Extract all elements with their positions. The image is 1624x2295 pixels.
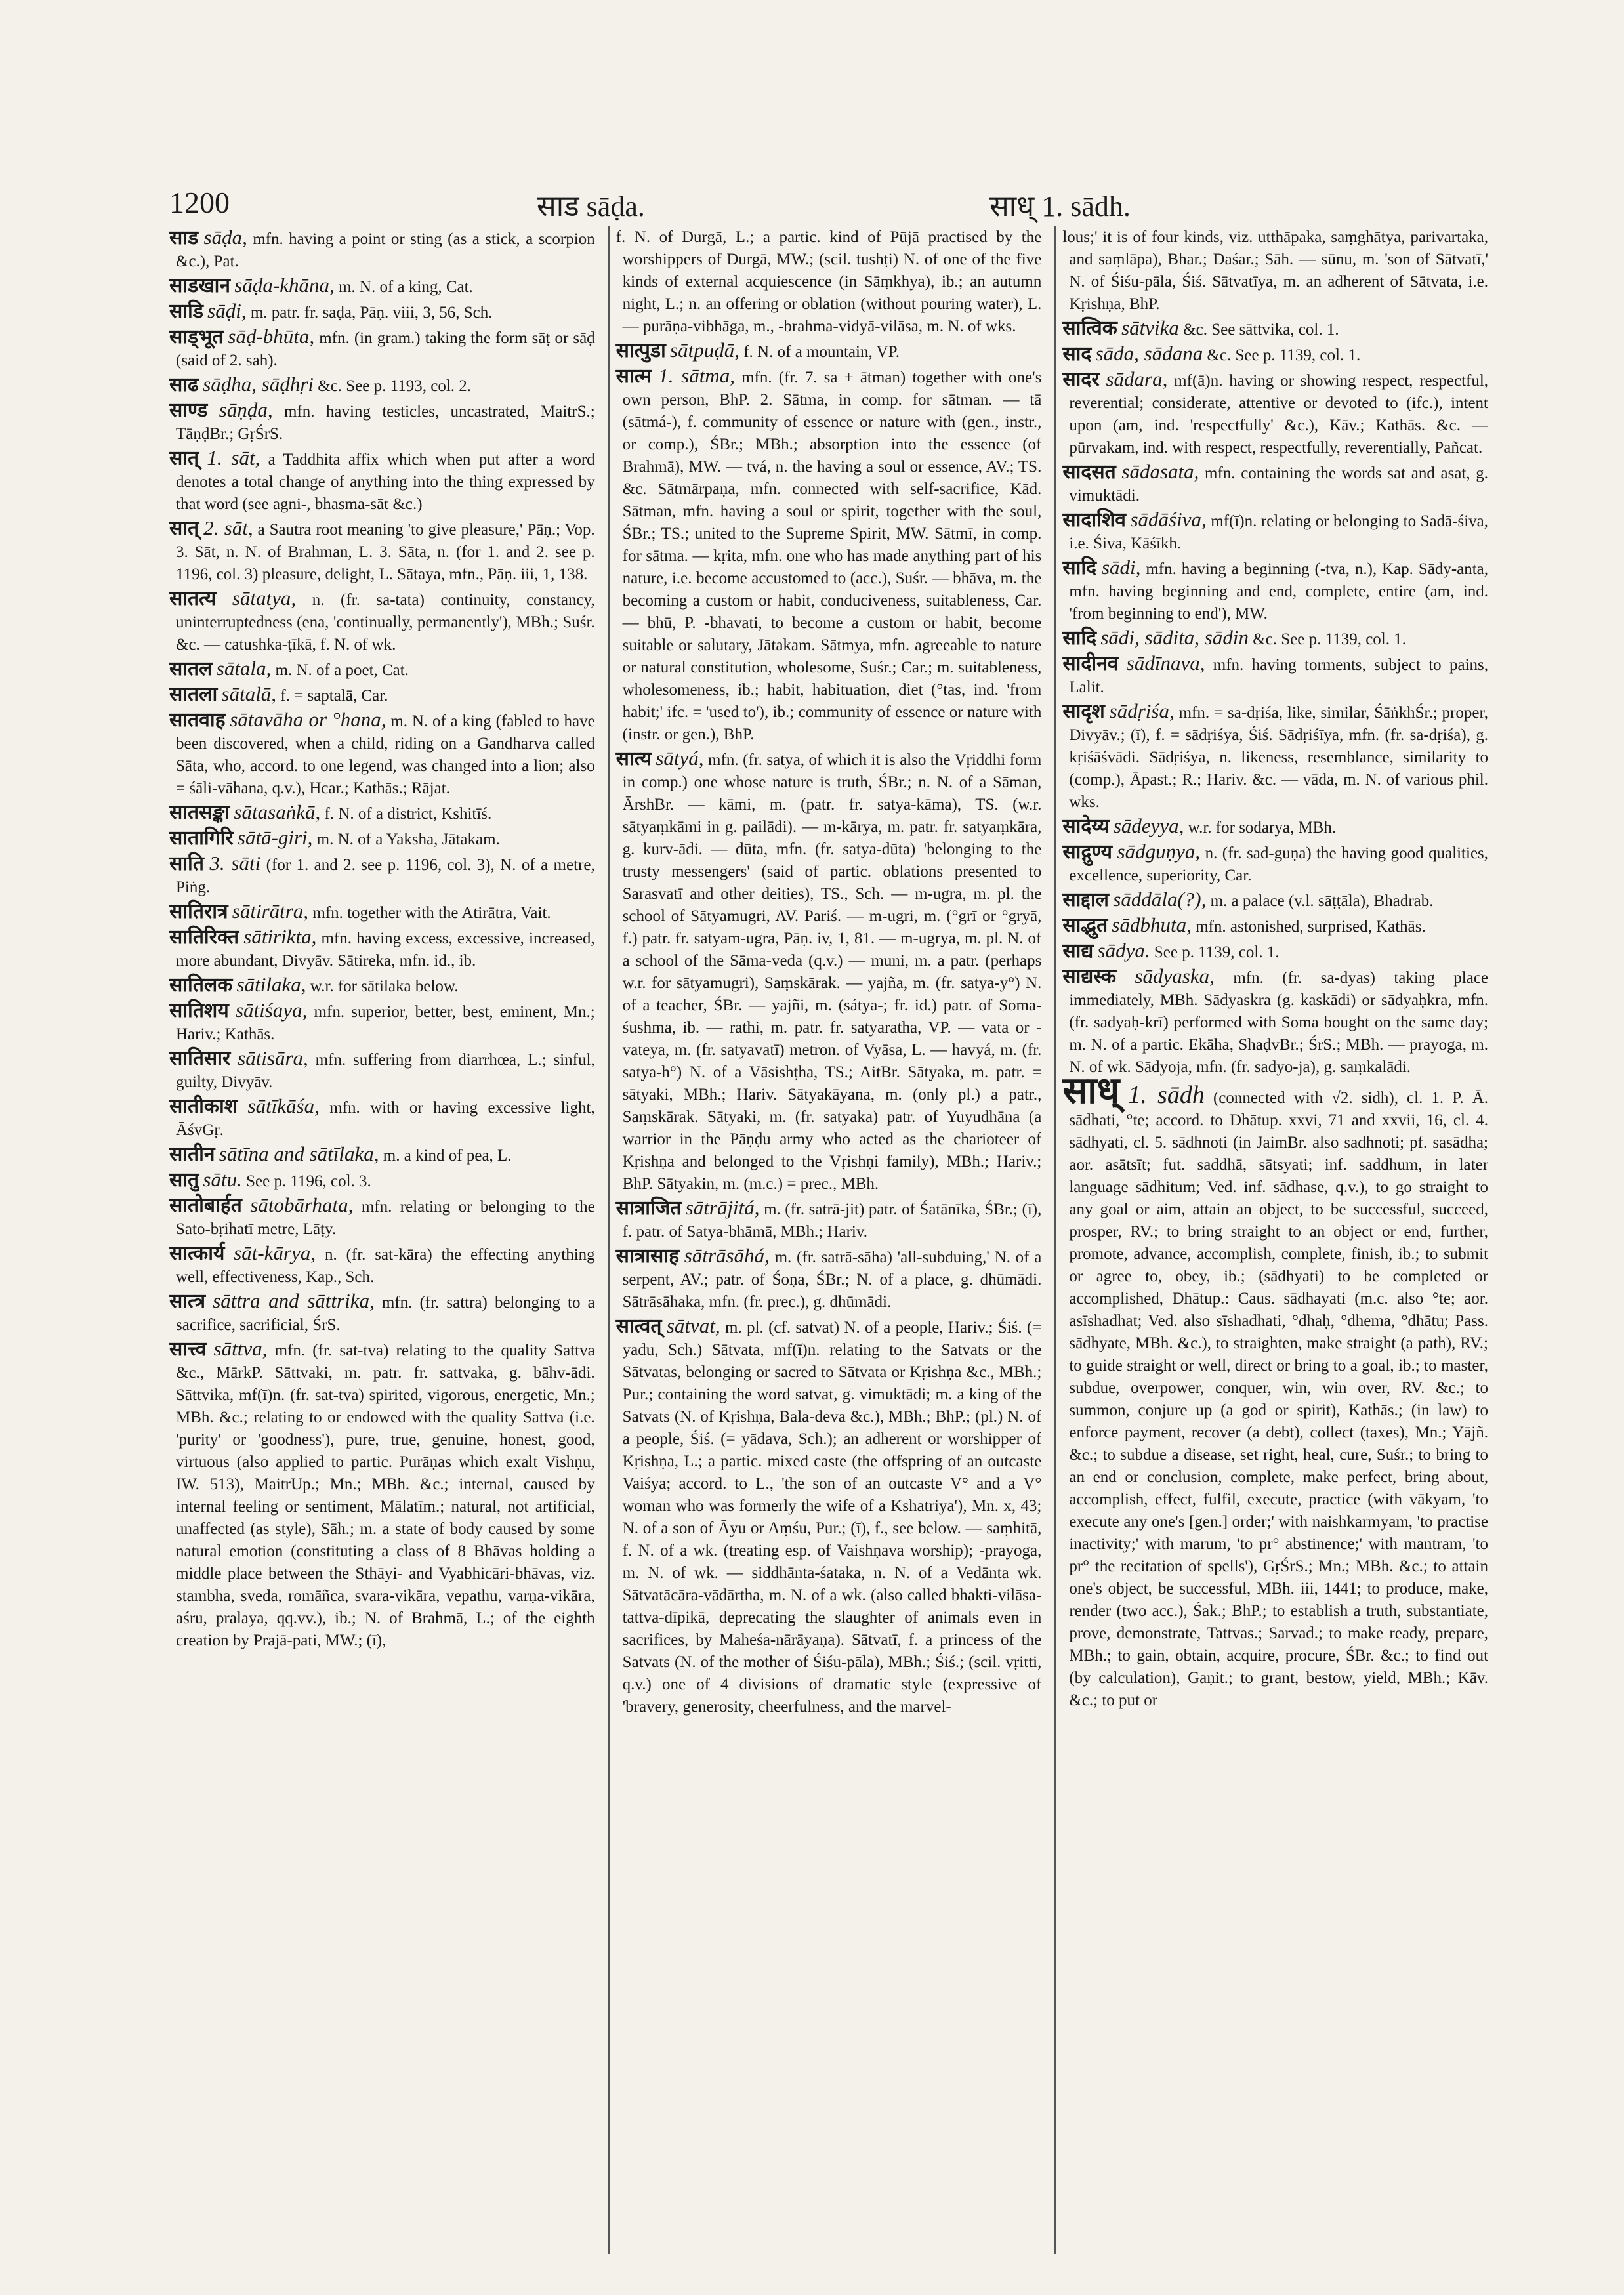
headword-devanagari: सातिरिक्त <box>169 926 239 948</box>
headword-devanagari: साड <box>169 227 199 249</box>
entry-definition: m. a palace (v.l. sāṭṭāla), Bhadrab. <box>1210 892 1434 910</box>
dictionary-entry <box>169 1290 595 1336</box>
entry-definition: m. N. of a poet, Cat. <box>275 661 409 679</box>
entry-definition: mfn. having a point or sting (as a stick, a scorpion &c.), Pat. <box>176 230 595 270</box>
dictionary-entry <box>1062 888 1488 913</box>
headword-devanagari: सातु <box>169 1169 199 1191</box>
headword-transliteration: sādīnava, <box>1126 651 1205 674</box>
entry-definition: &c. See p. 1193, col. 2. <box>318 377 472 395</box>
headword-transliteration: sātpuḍā, <box>670 339 739 362</box>
headword-devanagari: सादसत <box>1062 461 1116 483</box>
dictionary-entry <box>169 1168 595 1193</box>
entry-definition: a Taddhita affix which when put after a word denotes a total change of anything into the thing expressed by that word (see agni-, bhasma-sāt &c.) <box>176 451 595 513</box>
entry-definition: m. N. of a Yaksha, Jātakam. <box>316 831 500 848</box>
headword-transliteration: sādya. <box>1097 939 1150 962</box>
dictionary-entry <box>1062 226 1488 316</box>
headword-transliteration: sādeyya, <box>1113 814 1184 837</box>
headword-transliteration: sātvat, <box>666 1314 720 1337</box>
headword-transliteration: 1. sātma, <box>658 364 735 387</box>
headword-transliteration: sādasata, <box>1121 460 1199 483</box>
dictionary-entry <box>169 1242 595 1289</box>
dictionary-entry <box>1062 461 1488 507</box>
entry-definition: mfn. = sa-dṛiśa, like, similar, ŚāṅkhŚr.; proper, Divyāv.; (ī), f. = sādṛiśya, Śiś. Sādṛiśīya, mfn. (fr. sa-dṛiśa), g. kṛiśāśvādi. Sādṛiśya, n. likeness, resemblance, similarity to (comp.), Āpast.; R.; Hariv. &c. — vāda, m. N. of various phil. wks. <box>1069 704 1489 811</box>
headword-transliteration: sādara, <box>1106 367 1168 390</box>
headword-transliteration: sātvika <box>1121 316 1179 339</box>
entry-definition: w.r. for sodarya, MBh. <box>1188 819 1337 837</box>
entry-definition: mfn. with or having excessive light, ĀśvGṛ. <box>176 1099 595 1139</box>
headword-devanagari: सादेय्य <box>1062 816 1110 837</box>
headword-devanagari: सादि <box>1062 627 1097 649</box>
headword-devanagari: सातत्य <box>169 588 217 610</box>
dictionary-entry <box>169 657 595 682</box>
headword-transliteration: sāddāla(?), <box>1113 888 1207 911</box>
headword-transliteration: 3. sāti <box>209 852 261 875</box>
column-3 <box>1054 226 1488 2254</box>
entry-definition: mfn. relating or belonging to the Sato-bṛihatī metre, Lāṭy. <box>176 1198 595 1238</box>
entry-definition: lous;' it is of four kinds, viz. utthāpaka, saṃghātya, parivartaka, and saṃlāpa), Bhar.; Daśar.; Sāh. — sūnu, m. 'son of Sātvatī,' N. of Śiśu-pāla, Śiś. Sātvatīya, m. an adherent of Sātvata, i.e. Kṛishṇa, BhP. <box>1062 228 1489 313</box>
headword-transliteration: sāḍa, <box>203 226 247 249</box>
page-number: 1200 <box>169 186 230 219</box>
headword-transliteration: sāttva, <box>213 1337 268 1360</box>
headword-devanagari: सातीन <box>169 1144 215 1165</box>
headword-devanagari: सातोबार्हत <box>169 1195 242 1216</box>
entry-definition: f. N. of a district, Kshitīś. <box>324 805 492 823</box>
dictionary-entry <box>616 1197 1042 1243</box>
dictionary-entry <box>169 399 595 445</box>
headword-transliteration: sātilaka, <box>236 973 306 996</box>
headword-transliteration: 2. sāt, <box>203 516 253 539</box>
entry-definition: m. (fr. satrā-jit) patr. of Śatānīka, ŚBr.; (ī), f. patr. of Satya-bhāmā, MBh.; Hariv. <box>622 1201 1042 1241</box>
entry-definition: (for 1. and 2. see p. 1196, col. 3), N. of a metre, Piṅg. <box>176 856 595 896</box>
headword-transliteration: sātu. <box>203 1168 242 1191</box>
headword-devanagari: साद्यस्क <box>1062 966 1117 987</box>
entry-definition: mfn. astonished, surprised, Kathās. <box>1196 918 1426 936</box>
entry-definition: (connected with √2. sidh), cl. 1. P. Ā. sādhati, °te; accord. to Dhātup. xxvi, 71 and xxvii, 16, cl. 4. sādhyati, cl. 5. sādhnoti (in JaimBr. also sadhnoti; pf. sasādha; aor. asātsīt; fut. saddhā, sātsyati; inf. saddhum, in later language sādhitum; Ved. inf. sādhase, q.v.), to go straight to any goal or aim, attain an object, to be successful, succeed, prosper, RV.; to bring straight to an object or end, further, promote, advance, accomplish, complete, finish, ib.; to submit or agree to, obey, ib.; (sādhyati) to be completed or accomplished, Dhātup.: Caus. sādhayati (m.c. also °te; aor. asīshadhat; Ved. also sīshadhati, °dhaḥ, °dhema, °dhātu; Pass. sādhyate, MBh. &c.), to straighten, make straight (a path), RV.; to guide straight or well, direct or bring to a goal, ib.; to master, subdue, overpower, conquer, win, win over, RV. &c.; to summon, conjure up (a god or spirit), Kathās.; (in law) to enforce payment, recover (a debt), collect (taxes), Mn.; Yājñ. &c.; to subdue a disease, set right, heal, cure, Suśr.; to bring to an end or conclusion, complete, make perfect, bring about, accomplish, effect, fulfil, execute, practice (with vākyam, 'to execute any one's [gen.] order;' with naishkarmyam, 'to practise inactivity;' with marum, 'to pr° abstinence;' with mantram, 'to pr° the recitation of spells'), GṛŚrS.; Mn.; MBh. &c.; to attain one's object, be successful, MBh. iii, 1441; to produce, make, render (two acc.), Śak.; BhP.; to establish a truth, substantiate, prove, demonstrate, Tattvas.; Sarvad.; to make ready, prepare, MBh.; to gain, obtain, acquire, procure, ŚBr. &c.; to find out (by calculation), Gaṇit.; to grant, bestow, yield, MBh.; Kāv. &c.; to put or <box>1069 1089 1489 1709</box>
dictionary-entry <box>169 300 595 324</box>
headword-transliteration: sātiśaya, <box>235 999 308 1022</box>
headword-transliteration: sādbhuta, <box>1112 913 1192 936</box>
headword-transliteration: sātalā, <box>221 682 277 705</box>
entry-definition: w.r. for sātilaka below. <box>310 978 459 995</box>
headword-devanagari: सात्त्व <box>169 1338 207 1360</box>
dictionary-entry <box>169 683 595 707</box>
entry-definition: mfn. having a beginning (-tva, n.), Kap. Sādy-anta, mfn. having beginning and end, complete, entire (am, ind. 'from beginning to end'), MW. <box>1069 560 1489 623</box>
headword-devanagari: सात्रासाह <box>615 1245 680 1267</box>
entry-definition: mfn. suffering from diarrhœa, L.; sinful, guilty, Divyāv. <box>176 1051 595 1091</box>
entry-definition: See p. 1196, col. 3. <box>246 1172 371 1190</box>
headword-transliteration: sādguṇya, <box>1117 840 1201 863</box>
dictionary-entry <box>1062 815 1488 839</box>
headword-devanagari: सातला <box>169 684 218 705</box>
headword-devanagari: साद्दाल <box>1062 889 1110 911</box>
headword-devanagari: साद्गुण्य <box>1062 841 1113 863</box>
dictionary-entry <box>169 373 595 398</box>
entry-definition: mfn. (fr. 7. sa + ātman) together with one's own person, BhP. 2. Sātma, in comp. for sātman. — tā (sātmá-), f. community of essence or nature with (gen., instr., or comp.), ŚBr.; MBh.; absorption into the essence (of Brahmā), MW. — tvá, n. the having a soul or essence, AV.; TS. &c. Sātmārpaṇa, mfn. connected with self-sacrifice, Kād. Sātman, mfn. having a soul or spirit, together with the soul, ŚBr.; TS.; united to the Supreme Spirit, MW. Sātmī, in comp. for sātma. — kṛita, mfn. one who has made anything part of his nature, i.e. become accustomed to (acc.), Suśr. — bhāva, m. the becoming a custom or habit, conduciveness, suitableness, Car. — bhū, P. -bhavati, to become a custom or habit, become suitable or salutary, Jātakam. Sātmya, mfn. agreeable to nature or natural constitution, wholesome, Suśr.; Car.; m. suitableness, wholesomeness, ib.; habit, habituation, diet (°tas, ind. 'from habit;' ifc. = 'used to'), ib.; community of essence or nature with (instr. or gen.), BhP. <box>622 369 1042 743</box>
headword-transliteration: sātyá, <box>656 747 704 770</box>
entry-definition: mfn. (fr. sat-tva) relating to the quality Sattva &c., MārkP. Sāttvaki, m. patr. fr. sattvaka, g. bāhv-ādi. Sāttvika, mf(ī)n. (fr. sat-tva) spirited, vigorous, energetic, Mn.; MBh. &c.; relating to or endowed with the quality Sattva (i.e. 'purity' or 'goodness'), pure, true, genuine, honest, good, virtuous (also applied to partic. Purāṇas which exalt Vishṇu, IW. 513), MaitrUp.; Mn.; MBh. &c.; internal, caused by internal feeling or sentiment, Mālatīm.; natural, not artificial, unaffected (as style), Sāh.; m. a state of body caused by some natural emotion (constituting a class of 8 Bhāvas holding a middle place between the Sthāyi- and Vyabhicāri-bhāvas, viz. stambha, sveda, romāñca, svara-vikāra, vepathu, varṇa-vikāra, aśru, pralaya, qq.vv.), ib.; N. of Brahmā, L.; of the eighth creation by Prajā-pati, MW.; (ī), <box>176 1342 595 1649</box>
dictionary-entry <box>1062 652 1488 699</box>
dictionary-entry <box>169 900 595 924</box>
headword-devanagari: सात्य <box>615 748 652 770</box>
dictionary-entry <box>1062 914 1488 938</box>
entry-definition: mfn. having torments, subject to pains, Lalit. <box>1069 656 1489 696</box>
headword-transliteration: sāṇḍa, <box>219 398 273 421</box>
entry-definition: &c. See p. 1139, col. 1. <box>1253 631 1407 648</box>
dictionary-entry <box>169 974 595 998</box>
headword-devanagari: सात् <box>169 518 199 539</box>
headword-transliteration: sātā-giri, <box>237 826 313 849</box>
dictionary-entry <box>616 365 1042 746</box>
entry-definition: m. N. of a king (fabled to have been discovered, when a child, riding on a Gandharva called Sāta, who, accord. to one legend, was changed into a lion; also = śāli-vāhana, q.v.), Hcar.; Kathās.; Rājat. <box>176 713 595 797</box>
headword-transliteration: sādi, sādita, sādin <box>1100 626 1249 649</box>
entry-definition: mfn. superior, better, best, eminent, Mn.; Hariv.; Kathās. <box>176 1003 595 1043</box>
headword-transliteration: sātīna and sātīlaka, <box>219 1142 379 1165</box>
column-2 <box>608 226 1042 2254</box>
dictionary-entry <box>169 1338 595 1652</box>
headword-devanagari: सादृश <box>1062 701 1105 722</box>
dictionary-entry <box>616 226 1042 338</box>
headword-devanagari: सातिसार <box>169 1048 231 1069</box>
headword-transliteration: sādyaska, <box>1135 964 1215 987</box>
dictionary-entry <box>169 226 595 273</box>
headword-devanagari: सादाशिव <box>1062 509 1126 531</box>
headword-devanagari: साद्भुत <box>1062 915 1108 936</box>
running-head-left: साड sāḍa. <box>537 190 645 222</box>
dictionary-entry <box>1062 342 1488 367</box>
headword-transliteration: sādi, <box>1101 556 1141 579</box>
dictionary-entry <box>1062 965 1488 1079</box>
dictionary-entry <box>1062 368 1488 459</box>
dictionary-entry <box>169 827 595 851</box>
headword-devanagari: सात् <box>169 447 199 469</box>
headword-transliteration: sātobārhata, <box>250 1193 354 1216</box>
headword-transliteration: sātrāsāhá, <box>684 1244 770 1267</box>
headword-transliteration: sādāśiva, <box>1130 508 1207 531</box>
dictionary-entry <box>169 852 595 899</box>
headword-transliteration: sātatya, <box>232 587 297 610</box>
dictionary-entry <box>169 517 595 586</box>
dictionary-entry <box>1062 508 1488 555</box>
dictionary-entry <box>1062 556 1488 625</box>
headword-transliteration: sātala, <box>216 657 272 680</box>
dictionary-entry <box>169 1047 595 1094</box>
headword-devanagari: सादि <box>1062 557 1097 579</box>
headword-devanagari: सात्म <box>615 365 652 387</box>
entry-definition: mfn. having testicles, uncastrated, MaitrS.; TāṇḍBr.; GṛŚrS. <box>176 403 595 443</box>
dictionary-entry <box>616 747 1042 1195</box>
headword-devanagari: साद <box>1062 343 1092 365</box>
headword-transliteration: sātirikta, <box>243 925 317 948</box>
headword-devanagari: सात्पुडा <box>615 340 666 362</box>
headword-devanagari: सात्त्र <box>169 1291 206 1312</box>
entry-definition: mfn. together with the Atirātra, Vait. <box>312 904 551 922</box>
headword-devanagari: सातसङ्का <box>169 802 230 823</box>
entry-definition: f. N. of Durgā, L.; a partic. kind of Pūjā practised by the worshippers of Durgā, MW.; (scil. tushṭi) N. of one of the five kinds of external acquiescence (in Sāṃkhya), ib.; an autumn night, L.; n. an offering or oblation (without pouring water), L. — purāṇa-vibhāga, m., -brahma-vidyā-vilāsa, m. N. of wks. <box>615 228 1042 335</box>
page-header <box>169 185 1488 224</box>
dictionary-entry <box>1062 940 1488 964</box>
entry-definition: m. patr. fr. saḍa, Pāṇ. viii, 3, 56, Sch. <box>250 304 493 321</box>
dictionary-entry <box>616 1245 1042 1313</box>
headword-devanagari: सात्राजित <box>615 1197 682 1219</box>
headword-transliteration: sātrājitá, <box>685 1196 760 1219</box>
entry-definition: m. N. of a king, Cat. <box>338 278 473 296</box>
headword-devanagari: सातिलक <box>169 974 233 996</box>
dictionary-entry <box>1062 627 1488 651</box>
running-head-right: साध् 1. sādh. <box>989 190 1131 222</box>
headword-devanagari: सातल <box>169 658 213 680</box>
entry-definition: m. pl. (cf. satvat) N. of a people, Hariv.; Śiś. (= yadu, Sch.) Sātvata, mf(ī)n. relating to the Satvats or the Sātvatas, belonging or sacred to Sātvata or Kṛishṇa &c., MBh.; Pur.; containing the word satvat, g. vimuktādi; m. a king of the Satvats (N. of Kṛishṇa, Bala-deva &c.), MBh.; BhP.; (pl.) N. of a people, Śiś. (= yādava, Sch.); an adherent or worshipper of Kṛishṇa, L.; a partic. mixed caste (the offspring of an outcaste Vaiśya; accord. to L., 'the son of an outcaste V° and a V° woman who was formerly the wife of a Kshatriya'), Mn. x, 43; N. of a son of Āyu or Aṃśu, Pur.; (ī), f., see below. — saṃhitā, f. N. of a wk. (treating esp. of Vaishṇava worship); -prayoga, m. N. of wk. — siddhānta-śataka, n. N. of a Vedānta wk. Sātvatācāra-vādārtha, m. N. of a wk. (also called bhakti-vilāsa-tattva-dīpikā, deprecating the slaughter of animals even in sacrifices, by Maheśa-nārāyaṇa). Sātvatī, f. a princess of the Satvats (N. of the mother of Śiśu-pāla), MBh.; Śiś.; (scil. vṛitti, q.v.) one of 4 divisions of dramatic style (expressive of 'bravery, generosity, cheerfulness, and the marvel- <box>622 1319 1042 1716</box>
headword-transliteration: sāḍha, sāḍhṛi <box>203 373 314 396</box>
dictionary-entry <box>1062 700 1488 814</box>
entry-definition: n. (fr. sat-kāra) the effecting anything well, effectiveness, Kap., Sch. <box>176 1246 595 1286</box>
entry-definition: mf(ī)n. relating or belonging to Sadā-śiva, i.e. Śiva, Kāśīkh. <box>1069 512 1489 552</box>
headword-transliteration: 1. sāt, <box>207 446 260 469</box>
entry-definition: m. (fr. satrā-sāha) 'all-subduing,' N. of a serpent, AV.; patr. of Śoṇa, ŚBr.; N. of a place, g. dhūmādi. Sātrāsāhaka, mfn. (fr. prec.), g. dhūmādi. <box>622 1249 1042 1311</box>
dictionary-entry <box>169 709 595 800</box>
headword-devanagari: साति <box>169 853 204 875</box>
entry-definition: a Sautra root meaning 'to give pleasure,' Pāṇ.; Vop. 3. Sāt, n. N. of Brahman, L. 3. Sāta, n. (for 1. and 2. see p. 1196, col. 3) pleasure, delight, L. Sātaya, mfn., Pāṇ. iii, 1, 138. <box>176 521 595 583</box>
headword-transliteration: sāḍi, <box>207 299 247 322</box>
headword-transliteration: sāḍa-khāna, <box>234 274 335 297</box>
dictionary-entry <box>169 801 595 825</box>
dictionary-entry <box>616 339 1042 363</box>
headword-devanagari: साड्भूत <box>169 326 224 348</box>
entry-definition: mfn. (fr. sa-dyas) taking place immediately, MBh. Sādyaskra (g. kaskādi) or sādyaḥkra, mfn. (fr. sadyaḥ-krī) performed with Soma bought on the same day; m. N. of a partic. Ekāha, ShaḍvBr.; ŚrS.; MBh. — prayoga, m. N. of wk. Sādyoja, mfn. (fr. sadyo-ja), g. saṃkalādi. <box>1069 969 1489 1076</box>
entry-definition: mf(ā)n. having or showing respect, respectful, reverential; considerate, attentive or devoted to (ifc.), intent upon (am, ind. 'respectfully' &c.), Kāv.; Kathās. &c. — pūrvakam, ind. with respect, respectfully, reverentially, Pañcat. <box>1069 372 1489 457</box>
headword-transliteration: sādṛiśa, <box>1109 699 1175 722</box>
entry-definition: mfn. (fr. sattra) belonging to a sacrifice, sacrificial, ŚrS. <box>176 1294 595 1334</box>
headword-devanagari: साध् <box>1062 1071 1120 1111</box>
headword-devanagari: सादीनव <box>1062 653 1119 674</box>
headword-devanagari: सातिशय <box>169 1000 229 1022</box>
entry-definition: mfn. (in gram.) taking the form sāṭ or sāḍ (said of 2. sah). <box>176 329 595 369</box>
headword-transliteration: sātasaṅkā, <box>234 800 321 823</box>
headword-transliteration: sāḍ-bhūta, <box>228 325 315 348</box>
headword-transliteration: sātīkāśa, <box>247 1094 320 1117</box>
headword-devanagari: साण्ड <box>169 400 208 421</box>
headword-transliteration: sāda, sādana <box>1095 342 1203 365</box>
entry-definition: mfn. having excess, excessive, increased, more abundant, Divyāv. Sātireka, mfn. id., ib. <box>176 930 595 970</box>
dictionary-entry <box>169 274 595 299</box>
headword-devanagari: सातागिरि <box>169 827 234 849</box>
dictionary-entry <box>169 1194 595 1241</box>
entry-definition: See p. 1139, col. 1. <box>1154 943 1280 961</box>
entry-definition: mfn. (fr. satya, of which it is also the Vṛiddhi form in comp.) one whose nature is truth, ŚBr.; n. N. of a Sāman, ĀrshBr. — kāmi, m. (patr. fr. satya-kāma), TS. (w.r. sātyaṃkāmi in g. pailādi). — m-kārya, m. patr. fr. satyaṃkāra, g. kurv-ādi. — dūta, mfn. (fr. satya-dūta) 'belonging to the trusty messengers' (said of partic. oblations presented to Sarasvatī and other deities), TS., Sch. — m-ugra, m. pl. the school of Sātyamugri, AV. Pariś. — m-ugri, m. (°grī or °gryā, f.) patr. fr. satyam-ugra, Pāṇ. iv, 1, 81. — m-ugrya, m. pl. N. of a school of the Sāma-veda (q.v.) — muni, m. a patr. (perhaps w.r. for sātyamugri), Saṃskārak. — yajña, m. (fr. satya-y°) N. of a teacher, ŚBr. — yajñi, m. (sátya-; fr. id.) patr. of Soma-śushma, ib. — rathi, m. patr. fr. satyaratha, VP. — vata or -vateya, m. (fr. satyavatī) metron. of Vyāsa, L. — havyá, m. (fr. satya-h°) N. of a Vāsishṭha, TS.; AitBr. Sātyaka, m. patr. = sātyaki, MBh.; Hariv. Sātyakāyana, m. (only pl.) a patr., Saṃskārak. Sātyaki, m. (fr. satyaka) patr. of Yuyudhāna (a warrior in the Pāṇḍu army who acted as the charioteer of Kṛishṇa and belonged to the Vṛishṇi family), MBh.; Hariv.; BhP. Sātyakin, m. (m.c.) = prec., MBh. <box>622 751 1042 1193</box>
dictionary-entry <box>169 1095 595 1142</box>
entry-definition: &c. See sāttvika, col. 1. <box>1183 321 1339 339</box>
headword-devanagari: सात्विक <box>1062 318 1117 339</box>
headword-devanagari: साद्य <box>1062 940 1094 962</box>
dictionary-entry <box>1062 317 1488 341</box>
columns <box>169 226 1488 2254</box>
entry-definition: mfn. containing the words sat and asat, g. vimuktādi. <box>1069 465 1489 505</box>
dictionary-entry <box>169 1143 595 1167</box>
headword-transliteration: 1. sādh <box>1128 1081 1205 1109</box>
dictionary-entry <box>169 999 595 1046</box>
dictionary-entry <box>616 1315 1042 1718</box>
entry-definition: f. = saptalā, Car. <box>280 687 388 705</box>
headword-devanagari: सातवाह <box>169 709 226 731</box>
dictionary-entry <box>169 926 595 972</box>
headword-devanagari: साढ <box>169 374 199 396</box>
entry-definition: n. (fr. sad-guṇa) the having good qualities, excellence, superiority, Car. <box>1069 844 1489 884</box>
entry-definition: n. (fr. sa-tata) continuity, constancy, uninterruptedness (ena, 'continually, permanently'), MBh.; Suśr. &c. — catushka-ṭīkā, f. N. of wk. <box>176 591 595 653</box>
dictionary-entry <box>1062 840 1488 887</box>
headword-transliteration: sātisāra, <box>238 1046 308 1069</box>
headword-transliteration: sāt-kārya, <box>234 1241 316 1264</box>
dictionary-entry <box>169 447 595 516</box>
headword-devanagari: साडि <box>169 300 203 322</box>
dictionary-entry <box>169 325 595 372</box>
headword-devanagari: सातिरात्र <box>169 901 228 922</box>
column-1 <box>169 226 595 2254</box>
entry-definition: &c. See p. 1139, col. 1. <box>1207 346 1361 364</box>
headword-devanagari: सादर <box>1062 369 1100 390</box>
headword-devanagari: साडखान <box>169 275 231 297</box>
headword-transliteration: sāttra and sāttrika, <box>213 1289 375 1312</box>
headword-devanagari: सात्वत् <box>615 1315 662 1337</box>
headword-transliteration: sātavāha or °hana, <box>230 708 386 731</box>
headword-devanagari: सात्कार्य <box>169 1243 225 1264</box>
dictionary-entry <box>169 587 595 656</box>
entry-definition: m. a kind of pea, L. <box>383 1147 512 1165</box>
dictionary-entry <box>1062 1071 1489 1712</box>
headword-transliteration: sātirātra, <box>232 899 309 922</box>
entry-definition: f. N. of a mountain, VP. <box>743 343 900 361</box>
headword-devanagari: सातीकाश <box>169 1096 238 1117</box>
